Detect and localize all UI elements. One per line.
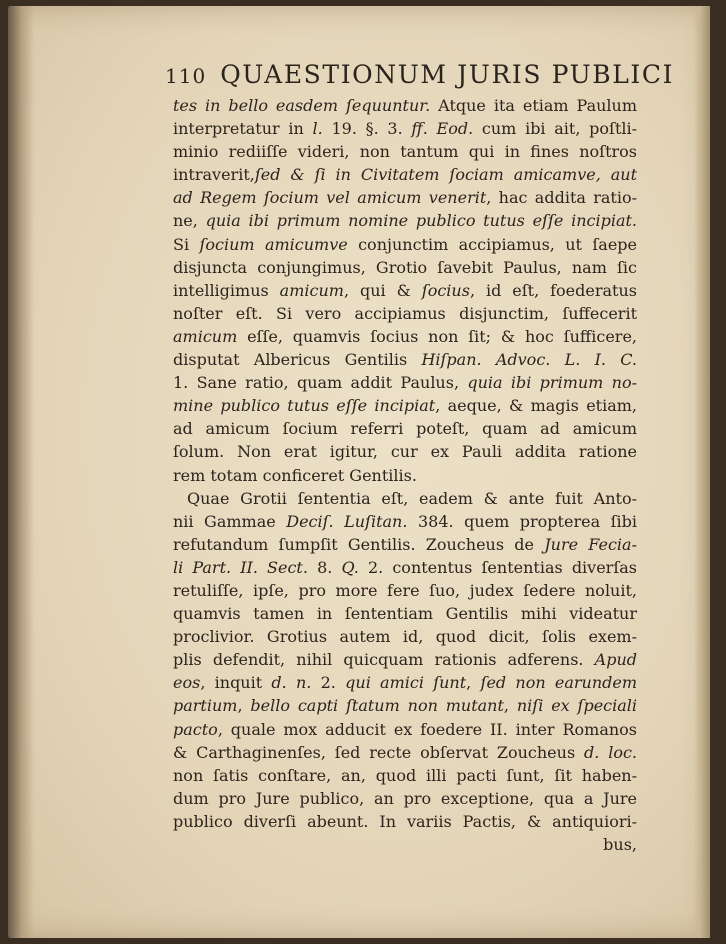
italic-text: partium <box>173 696 238 716</box>
text-line <box>173 741 637 764</box>
roman-text: , <box>466 673 481 693</box>
roman-text: , hac addita ratio- <box>486 188 637 208</box>
text-line <box>173 233 637 256</box>
italic-text: li Part. II. Sect. <box>173 557 308 577</box>
book-page <box>8 6 710 938</box>
roman-text: bus, <box>603 835 637 854</box>
text-line <box>173 625 637 648</box>
roman-text: ne, <box>173 211 206 231</box>
roman-text: rem totam conficeret Gentilis. <box>173 465 417 485</box>
roman-text: quamvis tamen in ſententiam Gentilis mihi videatur <box>173 604 637 624</box>
text-line <box>173 417 637 440</box>
italic-text: ſed & ſi in Civitatem ſociam amicamve, aut <box>254 165 637 185</box>
italic-text: niſi ex ſpeciali <box>516 696 638 716</box>
italic-text: pacto <box>173 719 218 739</box>
italic-text: Hiſpan. Advoc. L. I. C. <box>421 350 637 370</box>
text-line <box>173 163 637 186</box>
roman-text: publico diverſi abeunt. In variis Pactis, & antiquiori- <box>173 811 637 831</box>
italic-text: Apud <box>594 650 637 670</box>
text-line <box>173 487 637 510</box>
italic-text: qui amici ſunt <box>345 673 467 693</box>
roman-text: plis defendit, nihil quicquam rationis adferens. <box>173 650 595 670</box>
roman-text: Quae Grotii ſententia eſt, eadem & ante fuit Anto- <box>187 488 637 508</box>
roman-text: 384. quem propterea ſibi <box>407 511 638 531</box>
text-line <box>173 718 637 741</box>
text-line <box>173 602 637 625</box>
roman-text: dum pro Jure publico, an pro exceptione, qua a Jure <box>173 788 637 808</box>
roman-text: 2. contentus ſententias diverſas <box>358 557 638 577</box>
roman-text: conjunctim accipiamus, ut ſaepe <box>347 234 637 254</box>
roman-text: Si <box>173 234 200 254</box>
roman-text: & Carthaginenſes, ſed recte obſervat Zoucheus <box>173 742 585 762</box>
text-line <box>173 556 637 579</box>
text-line <box>173 94 637 117</box>
italic-text: ff. Eod. <box>411 119 474 139</box>
page-header <box>165 60 675 94</box>
italic-text: l. <box>312 119 323 139</box>
roman-text: , inquit <box>200 673 272 693</box>
italic-text: Jure Fecia- <box>544 534 637 554</box>
roman-text: 19. §. 3. <box>322 119 412 139</box>
text-line <box>173 209 637 232</box>
roman-text: disputat Albericus Gentilis <box>173 350 422 370</box>
text-line <box>173 671 637 694</box>
roman-text: noſter eſt. Si vero accipiamus disjunctim, ſuffecerit <box>173 303 637 323</box>
text-line <box>173 348 637 371</box>
text-line <box>173 764 637 787</box>
page-edge <box>694 6 710 938</box>
page-number: 110 <box>165 64 207 88</box>
italic-text: Deciſ. Luſitan. <box>286 511 408 531</box>
italic-text: ſocium amicumve <box>199 234 348 254</box>
text-line <box>173 579 637 602</box>
text-line <box>173 510 637 533</box>
text-line <box>173 394 637 417</box>
italic-text: bello capti ſtatum non mutant <box>250 696 504 716</box>
text-line <box>173 279 637 302</box>
roman-text: 2. <box>311 673 346 693</box>
roman-text: ad amicum ſocium referri poteſt, quam ad amicum <box>173 419 637 439</box>
roman-text: , <box>503 696 517 716</box>
roman-text: , id eſt, foederatus <box>469 280 637 300</box>
italic-text: quia ibi primum no- <box>467 373 637 393</box>
text-line <box>173 302 637 325</box>
text-line <box>173 694 637 717</box>
roman-text: cum ibi ait, poſtli- <box>473 119 638 139</box>
roman-text: interpretatur in <box>173 119 313 139</box>
italic-text: d. n. <box>271 673 312 693</box>
italic-text: eos <box>173 673 201 693</box>
italic-text: quia ibi primum nomine publico tutus eſſe incipiat. <box>205 211 637 231</box>
text-line <box>173 810 637 833</box>
running-title: QUAESTIONUM JURIS PUBLICI <box>220 60 675 89</box>
text-line <box>173 787 637 810</box>
text-line <box>173 117 637 140</box>
italic-text: d. loc. <box>584 742 637 762</box>
roman-text: , <box>237 696 251 716</box>
body-text <box>173 94 637 856</box>
page-gutter <box>8 6 34 938</box>
text-line <box>173 533 637 556</box>
roman-text: refutandum ſumpſit Gentilis. Zoucheus de <box>173 534 545 554</box>
text-line <box>173 371 637 394</box>
roman-text: Atque ita etiam Paulum <box>430 96 638 115</box>
roman-text: intraverit, <box>173 165 255 185</box>
roman-text: nii Gammae <box>173 511 287 531</box>
text-line <box>173 648 637 671</box>
roman-text: retuliſſe, ipſe, pro more fere ſuo, judex ſedere noluit, <box>173 580 637 600</box>
text-line <box>173 256 637 279</box>
roman-text: 1. Sane ratio, quam addit Paulus, <box>173 373 468 393</box>
italic-text: amicum <box>173 326 238 346</box>
italic-text: ſed non earundem <box>480 673 638 693</box>
text-line <box>173 140 637 163</box>
text-line <box>173 440 637 463</box>
roman-text: minio rediiſſe videri, non tantum qui in fines noſtros <box>173 142 637 162</box>
italic-text: Q. <box>341 557 359 577</box>
italic-text: mine publico tutus eſſe incipiat <box>173 396 436 416</box>
roman-text: eſſe, quamvis ſocius non ſit; & hoc ſufficere, <box>237 326 637 346</box>
roman-text: ſolum. Non erat igitur, cur ex Pauli addita ratione <box>173 442 637 462</box>
text-line <box>173 325 637 348</box>
italic-text: amicum <box>279 280 344 300</box>
roman-text: , quale mox adducit ex foedere II. inter Romanos <box>217 719 637 739</box>
italic-text: ſocius <box>421 280 470 300</box>
roman-text: intelligimus <box>173 280 280 300</box>
roman-text: , qui & <box>343 280 422 300</box>
roman-text: , aeque, & magis etiam, <box>435 396 637 416</box>
roman-text: 8. <box>307 557 342 577</box>
roman-text: non ſatis conſtare, an, quod illi pacti ſunt, ſit haben- <box>173 765 637 785</box>
italic-text: tes in bello easdem ſequuntur. <box>173 96 431 115</box>
roman-text: proclivior. Grotius autem id, quod dicit, ſolis exem- <box>173 627 637 647</box>
roman-text: disjuncta conjungimus, Grotio ſavebit Paulus, nam ſic <box>173 257 637 277</box>
text-line <box>173 464 637 487</box>
text-line <box>173 186 637 209</box>
italic-text: ad Regem ſocium vel amicum venerit <box>173 188 487 208</box>
text-line <box>173 833 637 856</box>
